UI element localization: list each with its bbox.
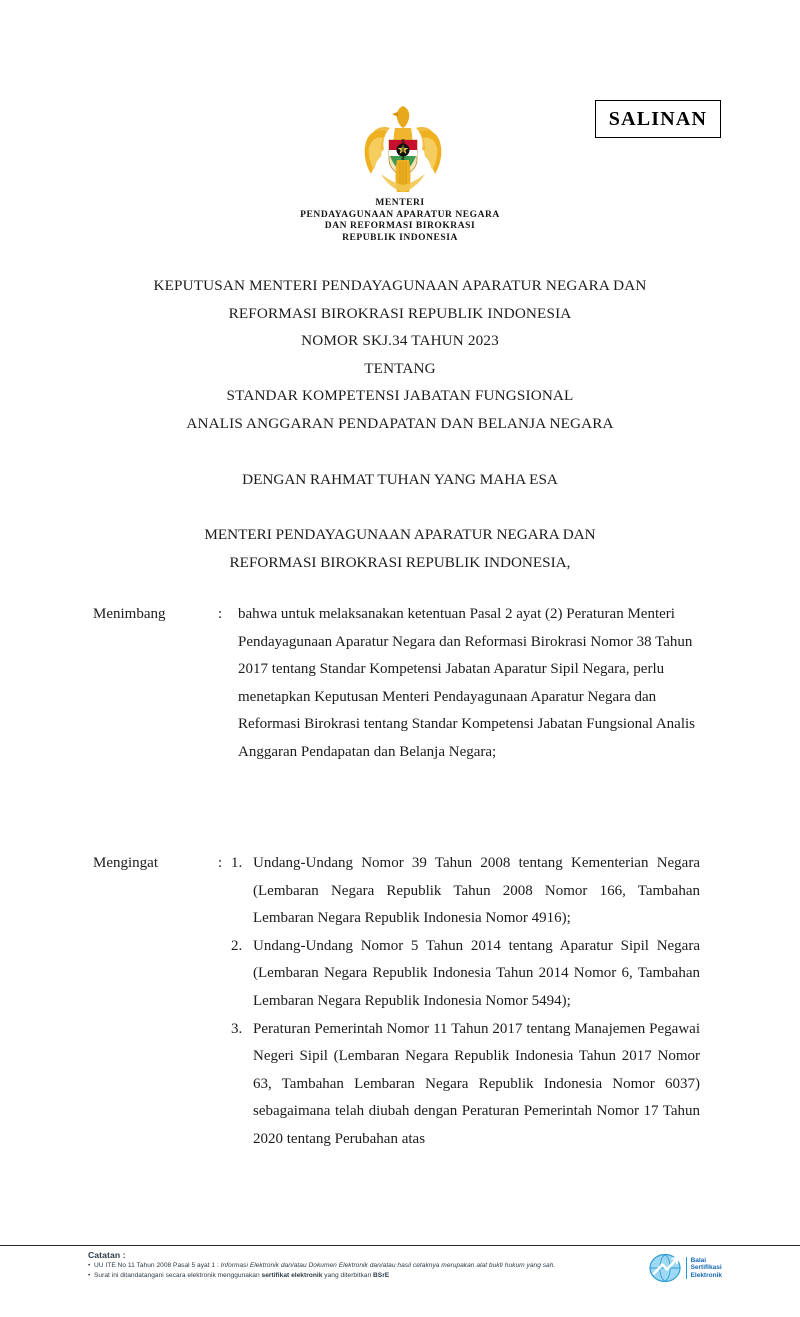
- bsre-wordmark: [686, 1257, 722, 1280]
- footer-note-2-prefix: Surat ini ditandatangani secara elektronik menggunakan: [94, 1271, 262, 1279]
- issuing-authority: [100, 521, 700, 576]
- footer-note-1-italic: Informasi Elektronik dan/atau Dokumen Elektronik dan/atau hasil cetaknya merupakan alat bukti hukum yang sah.: [220, 1262, 556, 1269]
- bullet-icon: •: [88, 1262, 91, 1269]
- garuda-pancasila-emblem: [357, 98, 449, 198]
- ministry-line-2: PENDAYAGUNAAN APARATUR NEGARA: [300, 209, 500, 220]
- ministry-heading: [0, 198, 800, 244]
- clause-recalling-list: [231, 850, 700, 1154]
- list-item-number: 3.: [231, 1020, 243, 1037]
- list-item-number: 2.: [231, 937, 243, 954]
- clause-considering-paragraph: bahwa untuk melaksanakan ketentuan Pasal 2 ayat (2) Peraturan Menteri Pendayagunaan Aparatur Negara dan Reformasi Birokrasi Nomor 38 Tahun 2017 tentang Standar Kompetensi Jabatan Aparatur Sipil Negara, perlu menetapkan Keputusan Menteri Pendayagunaan Aparatur Negara dan Reformasi Birokrasi tentang Standar Kompetensi Jabatan Fungsional Analis Anggaran Pendapatan dan Belanja Negara;: [238, 606, 696, 760]
- list-item-number: 1.: [231, 855, 243, 871]
- footer-note-2-bold-1: sertifikat elektronik: [261, 1271, 323, 1279]
- footer-note-2: [88, 1272, 608, 1281]
- footer-note-1: [88, 1262, 608, 1271]
- bsre-line-2: Sertifikasi: [690, 1264, 722, 1272]
- clause-considering-colon: :: [218, 606, 223, 622]
- document-title-block: [100, 272, 700, 437]
- salinan-stamp-label: SALINAN: [608, 107, 708, 130]
- ministry-line-4: REPUBLIK INDONESIA: [342, 232, 458, 243]
- footer-note-2-bold-2: BSrE: [373, 1271, 390, 1279]
- blessing-line: DENGAN RAHMAT TUHAN YANG MAHA ESA: [242, 471, 558, 488]
- clause-recalling-colon: :: [218, 855, 223, 871]
- clause-considering-label: Menimbang: [93, 606, 166, 622]
- title-line-2: REFORMASI BIROKRASI REPUBLIK INDONESIA: [228, 304, 572, 322]
- list-item-text: Peraturan Pemerintah Nomor 11 Tahun 2017 tentang Manajemen Pegawai Negeri Sipil (Lembaran Negara Republik Indonesia Tahun 2017 Nomor 63, Tambahan Lembaran Negara Republik Indonesia Nomor 6037) sebagaimana telah diubah dengan Peraturan Pemerintah Nomor 17 Tahun 2020 tentang Perubahan atas: [253, 1020, 700, 1147]
- ministry-line-3: DAN REFORMASI BIROKRASI: [324, 221, 476, 232]
- footer-notes-title: Catatan :: [88, 1250, 126, 1260]
- decree-number: NOMOR SKJ.34 TAHUN 2023: [301, 332, 499, 349]
- bsre-line-1: Balai: [690, 1256, 707, 1264]
- list-item-text: Undang-Undang Nomor 5 Tahun 2014 tentang Aparatur Sipil Negara (Lembaran Negara Republik Indonesia Tahun 2014 Nomor 6, Tambahan Lembaran Negara Republik Indonesia Nomor 5494);: [253, 937, 700, 1009]
- title-subject-2: ANALIS ANGGARAN PENDAPATAN DAN BELANJA NEGARA: [186, 414, 614, 432]
- ministry-line-1: MENTERI: [375, 198, 425, 208]
- title-subject-1: STANDAR KOMPETENSI JABATAN FUNGSIONAL: [226, 387, 574, 404]
- footer-note-2-middle: yang diterbitkan: [322, 1271, 373, 1279]
- list-item-text: Undang-Undang Nomor 39 Tahun 2008 tentang Kementerian Negara (Lembaran Negara Republik Tahun 2008 Nomor 166, Tambahan Lembaran Negara Republik Indonesia Nomor 4916);: [253, 855, 700, 927]
- clause-considering-body: [238, 601, 700, 767]
- authority-line-2: REFORMASI BIROKRASI REPUBLIK INDONESIA,: [229, 553, 571, 571]
- salinan-stamp-box: [595, 100, 721, 138]
- title-line-1: KEPUTUSAN MENTERI PENDAYAGUNAAN APARATUR NEGARA DAN: [153, 277, 647, 294]
- list-item: [231, 1016, 700, 1154]
- bullet-icon: •: [88, 1271, 91, 1279]
- document-footer: [0, 1245, 800, 1317]
- document-header: [0, 0, 800, 262]
- bsre-line-3: Elektronik: [690, 1271, 722, 1279]
- title-tentang: TENTANG: [364, 359, 436, 377]
- footer-note-1-prefix: UU ITE No 11 Tahun 2008 Pasal 5 ayat 1 :: [94, 1262, 221, 1269]
- bsre-globe-icon: [648, 1253, 682, 1283]
- clause-recalling-label: Mengingat: [93, 855, 158, 871]
- list-item: [231, 933, 700, 1016]
- bsre-logo: [648, 1253, 722, 1283]
- list-item: [231, 850, 700, 933]
- authority-line-1: MENTERI PENDAYAGUNAAN APARATUR NEGARA DAN: [204, 526, 596, 543]
- footer-notes: [88, 1250, 608, 1280]
